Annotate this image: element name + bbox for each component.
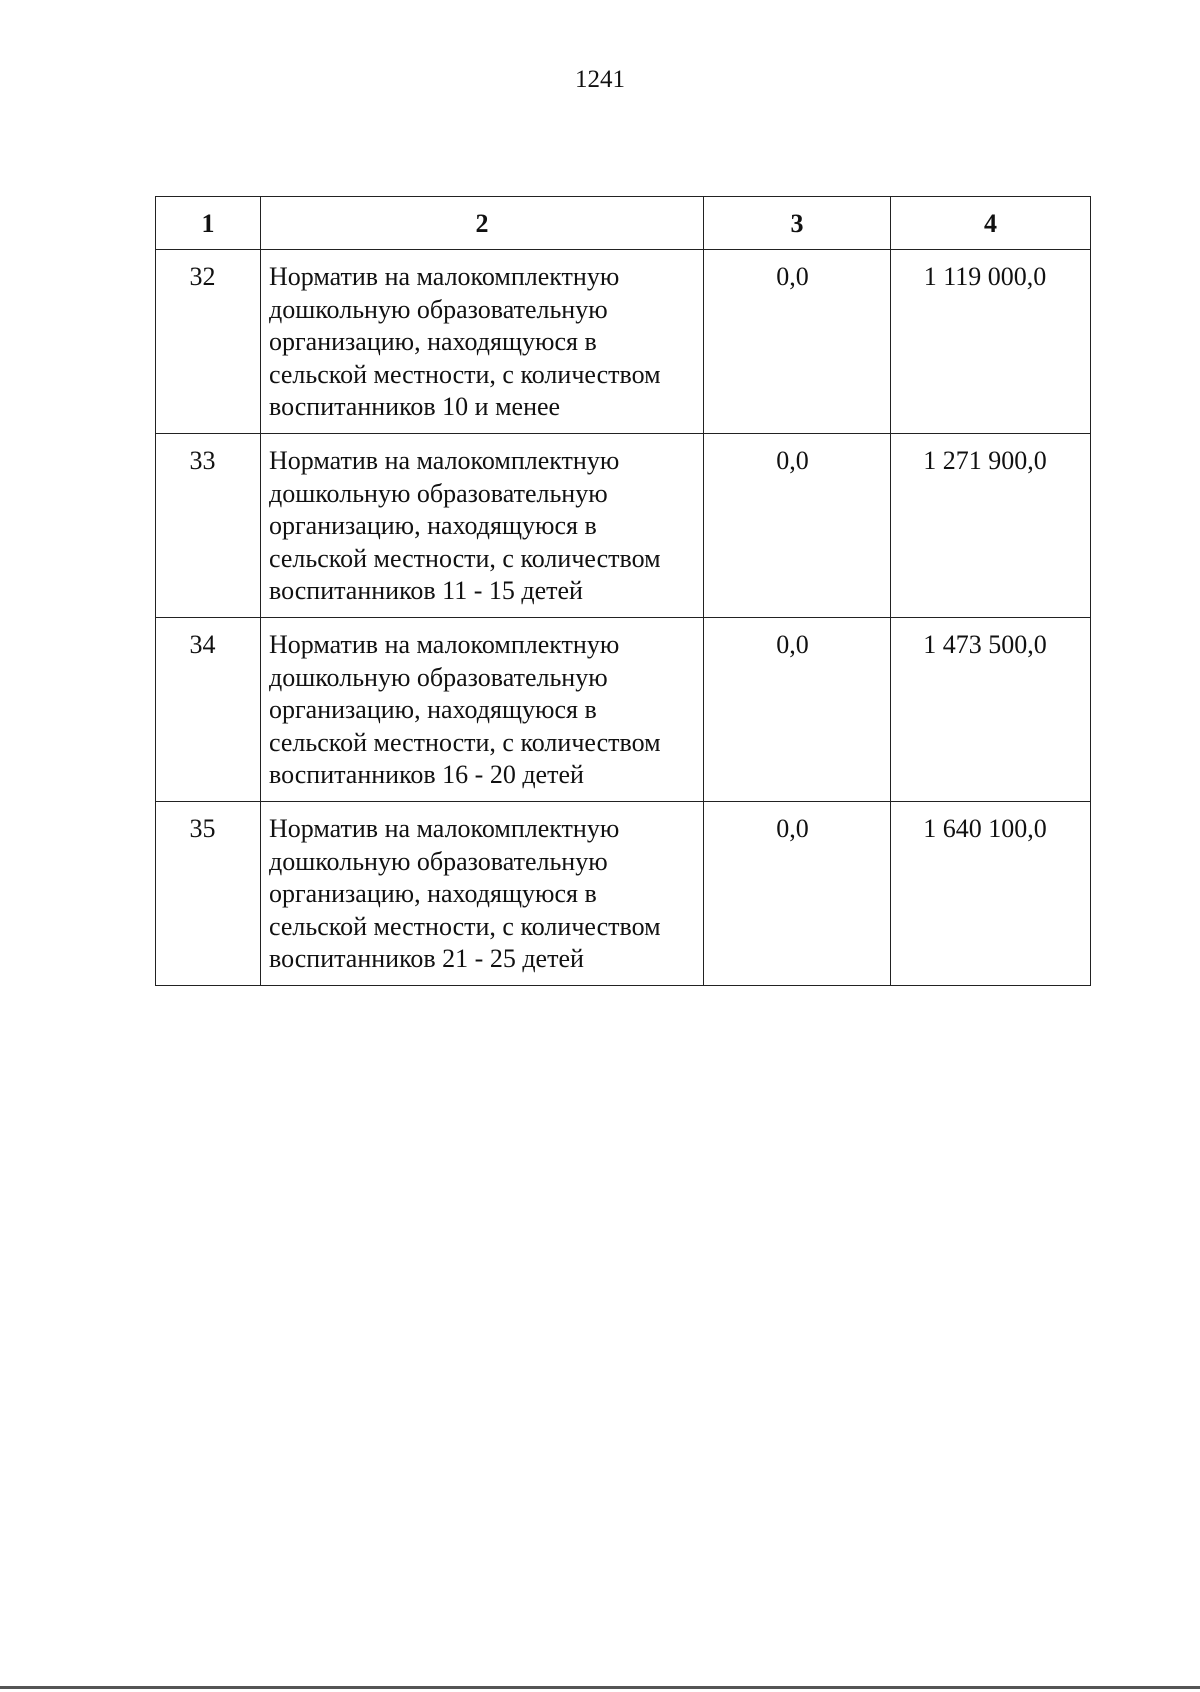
table-row xyxy=(156,618,1091,802)
table-header-row xyxy=(156,197,1091,250)
row-col4-value: 1 271 900,0 xyxy=(891,434,1091,618)
header-col-4: 4 xyxy=(891,197,1091,250)
row-number: 34 xyxy=(156,618,261,802)
row-col4-value: 1 640 100,0 xyxy=(891,802,1091,986)
header-col-2: 2 xyxy=(261,197,704,250)
header-col-1: 1 xyxy=(156,197,261,250)
table-row xyxy=(156,802,1091,986)
row-col3-value: 0,0 xyxy=(704,250,891,434)
row-description: Норматив на малокомплектную дошкольную образовательную организацию, находящуюся в сельской местности, с количеством воспитанников 10 и менее xyxy=(261,250,704,434)
header-col-3: 3 xyxy=(704,197,891,250)
row-description: Норматив на малокомплектную дошкольную образовательную организацию, находящуюся в сельской местности, с количеством воспитанников 21 - 25 детей xyxy=(261,802,704,986)
row-number: 32 xyxy=(156,250,261,434)
row-col4-value: 1 473 500,0 xyxy=(891,618,1091,802)
norms-table xyxy=(155,196,1091,986)
table-row xyxy=(156,434,1091,618)
row-number: 33 xyxy=(156,434,261,618)
table-row xyxy=(156,250,1091,434)
row-number: 35 xyxy=(156,802,261,986)
row-description: Норматив на малокомплектную дошкольную образовательную организацию, находящуюся в сельской местности, с количеством воспитанников 16 - 20 детей xyxy=(261,618,704,802)
row-col3-value: 0,0 xyxy=(704,618,891,802)
row-col3-value: 0,0 xyxy=(704,802,891,986)
row-description: Норматив на малокомплектную дошкольную образовательную организацию, находящуюся в сельской местности, с количеством воспитанников 11 - 15 детей xyxy=(261,434,704,618)
row-col4-value: 1 119 000,0 xyxy=(891,250,1091,434)
page-number: 1241 xyxy=(575,66,625,93)
row-col3-value: 0,0 xyxy=(704,434,891,618)
page-bottom-edge-line xyxy=(0,1686,1200,1689)
norms-table-container xyxy=(155,196,1090,986)
